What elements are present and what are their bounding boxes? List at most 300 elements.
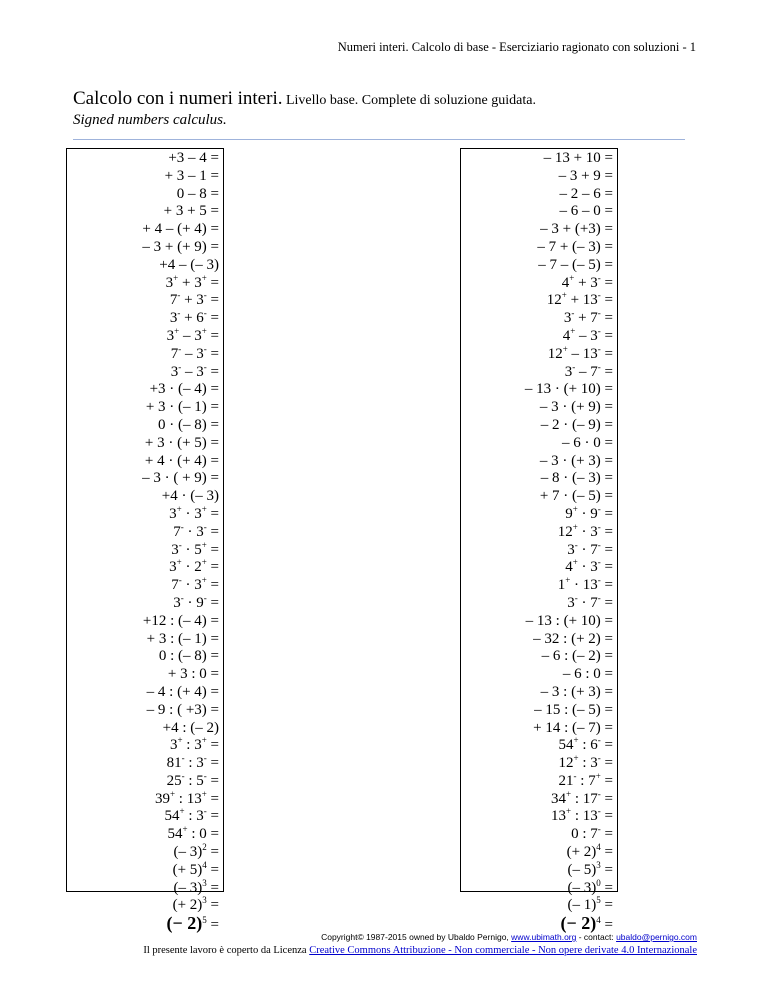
exercise-text: 21: [558, 772, 574, 789]
exercise-row: [67, 755, 223, 773]
exercise-row: [67, 648, 223, 666]
exercise-superscript: -: [181, 770, 185, 781]
exercise-superscript: 4: [596, 915, 601, 926]
exercise-row: [67, 221, 223, 239]
exercise-row: [461, 808, 617, 826]
exercise-text: 4: [565, 559, 573, 576]
exercise-text: – 3: [181, 363, 204, 380]
exercise-row: [67, 539, 223, 560]
email-link[interactable]: ubaldo@pernigo.com: [616, 932, 697, 942]
exercise-text: 3: [169, 737, 178, 754]
exercise-text: · 9: [577, 505, 598, 522]
exercise-text: – 6 – 0 =: [559, 203, 613, 220]
exercise-text: + 3: [574, 274, 598, 291]
exercise-row: [461, 559, 617, 577]
exercise-text: =: [206, 917, 219, 934]
exercise-superscript: -: [180, 521, 184, 532]
exercise-superscript: +: [566, 788, 572, 799]
exercise-text: (– 3): [173, 844, 203, 861]
exercise-row: [67, 915, 223, 933]
exercise-superscript: +: [569, 272, 575, 283]
exercise-superscript: +: [179, 806, 185, 817]
exercise-text: : 3: [184, 808, 204, 825]
exercise-text: 1: [557, 577, 566, 594]
exercise-text: =: [600, 274, 613, 291]
exercise-text: : 3: [184, 755, 204, 772]
exercise-row: [67, 453, 223, 471]
exercise-text: + 14 : (– 7) =: [533, 719, 613, 736]
exercise-text: + 3: [178, 274, 202, 291]
exercise-row: [67, 168, 223, 186]
exercise-row: [67, 666, 223, 684]
exercise-column-left: [66, 148, 224, 934]
exercise-text: 3: [567, 594, 575, 611]
exercise-row: [461, 417, 617, 435]
footer-license: [0, 945, 768, 956]
exercise-superscript: +: [176, 503, 182, 514]
license-text: Il presente lavoro è coperto da Licenza: [143, 945, 310, 956]
exercise-text: : 13: [571, 808, 598, 825]
exercise-row: [461, 737, 617, 755]
exercise-superscript: -: [181, 753, 185, 764]
exercise-text: 3: [563, 310, 572, 327]
exercise-text: 7: [173, 523, 181, 540]
exercise-text: · 3: [181, 505, 202, 522]
exercise-text: +4 : (– 2): [162, 719, 219, 736]
exercise-superscript: -: [177, 290, 181, 301]
exercise-superscript: -: [597, 539, 601, 550]
exercise-row: [461, 844, 617, 862]
exercise-superscript: -: [203, 592, 207, 603]
exercise-row: [461, 239, 617, 257]
exercise-row: [461, 186, 617, 204]
exercise-text: =: [600, 737, 613, 754]
exercise-superscript: -: [178, 361, 182, 372]
exercise-text: : 6: [578, 737, 598, 754]
exercise-superscript: -: [597, 361, 601, 372]
exercise-text: – 3 + (+ 9) =: [142, 238, 219, 255]
contact-text: - contact:: [576, 932, 617, 942]
exercise-text: =: [206, 541, 219, 558]
exercise-text: +4 · (– 3): [161, 488, 219, 505]
exercise-row: [461, 257, 617, 275]
exercise-text: =: [206, 292, 219, 309]
exercise-row: [67, 150, 223, 168]
exercise-text: (− 2): [560, 913, 597, 934]
exercise-row: [461, 453, 617, 471]
exercise-text: – 6 · 0 =: [562, 434, 613, 451]
exercise-text: 12: [557, 523, 573, 540]
exercise-row: [461, 770, 617, 791]
title-line: [73, 88, 536, 110]
exercise-superscript: -: [177, 308, 181, 319]
page-title: Calcolo con i numeri interi.: [73, 88, 283, 109]
exercise-text: 4: [561, 274, 570, 291]
exercise-superscript: +: [201, 272, 207, 283]
exercise-text: 25: [166, 772, 182, 789]
exercise-superscript: -: [597, 735, 601, 746]
exercise-text: 3: [169, 310, 178, 327]
exercise-text: – 3 + 9 =: [558, 167, 613, 184]
exercise-text: =: [600, 327, 613, 344]
exercise-row: [67, 684, 223, 702]
exercise-text: – 13 : (+ 10) =: [525, 612, 613, 629]
exercise-text: – 7 – (– 5) =: [538, 256, 613, 273]
exercise-text: =: [206, 327, 219, 344]
exercise-superscript: -: [203, 290, 207, 301]
exercise-text: : 3: [182, 737, 202, 754]
exercise-superscript: 4: [596, 842, 601, 853]
exercise-text: + 13: [566, 292, 598, 309]
exercise-superscript: -: [572, 361, 576, 372]
exercise-row: [461, 592, 617, 613]
exercise-row: [67, 417, 223, 435]
exercise-text: 3: [169, 559, 177, 576]
exercise-text: =: [206, 310, 219, 327]
exercise-text: =: [206, 594, 219, 611]
footer: [0, 932, 768, 956]
title-description: Livello base. Complete di soluzione guidata.: [282, 93, 536, 108]
exercise-row: [67, 381, 223, 399]
exercise-text: =: [206, 737, 219, 754]
exercise-text: =: [206, 345, 219, 362]
exercise-text: =: [206, 879, 219, 896]
exercise-text: (+ 2): [172, 897, 203, 914]
exercise-text: =: [600, 861, 613, 878]
exercise-text: 9: [565, 505, 573, 522]
exercise-text: 7: [169, 292, 178, 309]
exercise-row: [461, 826, 617, 844]
exercise-text: =: [600, 523, 613, 540]
exercise-superscript: -: [597, 788, 601, 799]
exercise-superscript: -: [573, 770, 577, 781]
exercise-text: + 3 : (– 1) =: [146, 630, 219, 647]
exercise-superscript: 3: [202, 877, 207, 888]
exercise-text: 3: [171, 541, 179, 558]
exercise-text: =: [600, 790, 613, 807]
exercise-superscript: +: [561, 290, 567, 301]
exercise-text: + 4 – (+ 4) =: [142, 221, 219, 238]
exercise-row: [461, 631, 617, 649]
exercise-row: [461, 292, 617, 310]
exercise-row: [461, 221, 617, 239]
exercise-row: [67, 186, 223, 204]
exercise-superscript: +: [201, 325, 207, 336]
exercise-row: [67, 720, 223, 738]
exercise-superscript: -: [203, 308, 207, 319]
exercise-superscript: +: [562, 343, 568, 354]
exercise-superscript: -: [597, 290, 601, 301]
exercise-row: [67, 770, 223, 791]
exercise-text: + 7: [574, 310, 598, 327]
exercise-text: =: [600, 559, 613, 576]
exercise-text: 3: [567, 541, 575, 558]
exercise-text: =: [600, 541, 613, 558]
exercise-superscript: -: [203, 753, 207, 764]
exercise-text: =: [600, 310, 613, 327]
exercise-row: [67, 203, 223, 221]
exercise-superscript: -: [597, 503, 601, 514]
exercise-text: =: [206, 505, 219, 522]
exercise-text: – 3: [179, 327, 202, 344]
exercise-row: [67, 844, 223, 862]
exercise-superscript: +: [173, 272, 179, 283]
exercise-text: =: [600, 594, 613, 611]
exercise-superscript: +: [177, 735, 183, 746]
footer-copyright: [0, 932, 768, 942]
exercise-text: =: [600, 826, 613, 843]
exercise-superscript: -: [597, 575, 601, 586]
exercise-superscript: +: [573, 735, 579, 746]
exercise-superscript: -: [571, 308, 575, 319]
page-subtitle: Signed numbers calculus.: [73, 112, 227, 128]
exercise-text: =: [600, 897, 613, 914]
exercise-superscript: -: [203, 343, 207, 354]
exercise-superscript: +: [201, 788, 207, 799]
exercise-row: [67, 399, 223, 417]
exercise-row: [461, 539, 617, 560]
exercise-text: · 13: [570, 577, 598, 594]
exercise-row: [461, 361, 617, 382]
exercise-row: [67, 559, 223, 577]
exercise-text: – 13 + 10 =: [543, 150, 613, 166]
exercise-text: =: [206, 363, 219, 380]
exercise-row: [461, 470, 617, 488]
exercise-text: + 3 · (+ 5) =: [144, 434, 219, 451]
exercise-row: [67, 702, 223, 720]
exercise-superscript: -: [178, 343, 182, 354]
exercise-text: =: [600, 505, 613, 522]
exercise-row: [461, 488, 617, 506]
exercise-superscript: -: [597, 557, 601, 568]
exercise-text: · 3: [577, 559, 598, 576]
exercise-superscript: +: [182, 824, 188, 835]
exercise-superscript: +: [570, 325, 576, 336]
exercise-row: [67, 877, 223, 898]
exercise-text: =: [206, 577, 219, 594]
exercise-text: 3: [564, 363, 573, 380]
exercise-text: + 3 : 0 =: [167, 666, 219, 683]
exercise-superscript: +: [201, 539, 207, 550]
exercise-text: – 6 : 0 =: [562, 666, 613, 683]
exercise-text: · 3: [181, 577, 202, 594]
exercise-text: · 7: [577, 594, 598, 611]
header-divider: [73, 139, 685, 140]
exercise-row: [461, 325, 617, 346]
exercise-text: – 3: [575, 327, 598, 344]
exercise-text: 3: [169, 505, 177, 522]
exercise-text: (− 2): [166, 913, 203, 934]
site-link[interactable]: www.ubimath.org: [511, 932, 577, 942]
exercise-text: =: [600, 808, 613, 825]
exercise-row: [461, 684, 617, 702]
exercise-text: – 32 : (+ 2) =: [533, 630, 613, 647]
exercise-superscript: +: [566, 806, 572, 817]
exercise-text: – 3 + (+3) =: [540, 221, 613, 238]
exercise-superscript: -: [180, 592, 184, 603]
exercise-text: – 13: [567, 345, 598, 362]
exercise-row: [67, 257, 223, 275]
exercise-row: [67, 577, 223, 595]
exercise-text: + 3 · (– 1) =: [145, 399, 219, 416]
exercise-text: +3 · (– 4) =: [149, 381, 219, 398]
exercise-superscript: +: [174, 325, 180, 336]
exercise-text: : 3: [578, 755, 598, 772]
exercise-row: [461, 310, 617, 328]
exercise-row: [67, 325, 223, 346]
exercise-text: – 2 · (– 9) =: [540, 416, 613, 433]
exercise-row: [461, 168, 617, 186]
exercise-text: : 13: [175, 790, 202, 807]
exercise-superscript: 4: [202, 859, 207, 870]
exercise-row: [461, 203, 617, 221]
exercise-text: 3: [166, 327, 175, 344]
exercise-text: 39: [154, 790, 170, 807]
exercise-row: [461, 915, 617, 933]
exercise-row: [461, 755, 617, 773]
exercise-superscript: +: [169, 788, 176, 799]
exercise-row: [461, 381, 617, 399]
exercise-row: [67, 631, 223, 649]
exercise-text: =: [600, 363, 613, 380]
exercise-text: 54: [558, 737, 574, 754]
exercise-row: [461, 859, 617, 880]
exercise-text: =: [600, 879, 613, 896]
exercise-text: · 7: [577, 541, 598, 558]
exercise-text: =: [600, 917, 613, 934]
exercise-row: [461, 503, 617, 524]
exercise-text: 7: [170, 345, 179, 362]
exercise-superscript: -: [597, 824, 601, 835]
exercise-row: [461, 702, 617, 720]
exercise-text: =: [206, 523, 219, 540]
exercise-text: : 17: [571, 790, 598, 807]
exercise-text: 7: [171, 577, 179, 594]
exercise-column-right: [460, 148, 618, 934]
exercise-text: : 7: [576, 772, 596, 789]
exercise-text: 3: [165, 274, 174, 291]
exercise-text: – 2 – 6 =: [559, 185, 613, 202]
exercise-row: [461, 666, 617, 684]
exercise-row: [67, 435, 223, 453]
exercise-superscript: -: [574, 539, 578, 550]
exercise-row: [67, 470, 223, 488]
exercise-text: · 3: [577, 523, 598, 540]
exercise-text: – 7 + (– 3) =: [537, 238, 613, 255]
exercise-row: [67, 503, 223, 524]
exercise-text: 13: [551, 808, 567, 825]
exercise-superscript: -: [597, 592, 601, 603]
exercise-text: =: [600, 292, 613, 309]
exercise-text: =: [206, 844, 219, 861]
exercise-row: [461, 577, 617, 595]
exercise-row: [461, 150, 617, 168]
exercise-superscript: -: [203, 361, 207, 372]
exercise-row: [461, 343, 617, 364]
exercise-superscript: -: [597, 521, 601, 532]
exercise-text: +12 : (– 4) =: [142, 612, 219, 629]
license-link[interactable]: Creative Commons Attribuzione - Non commerciale - Non opere derivate 4.0 Internazionale: [309, 945, 697, 956]
exercise-superscript: -: [597, 806, 601, 817]
exercise-superscript: +: [572, 557, 578, 568]
exercise-text: 54: [164, 808, 180, 825]
exercise-text: – 9 : ( +3) =: [146, 701, 219, 718]
exercise-row: [461, 435, 617, 453]
exercise-row: [67, 292, 223, 310]
copyright-text: Copyright© 1987-2015 owned by Ubaldo Pernigo,: [321, 932, 512, 942]
exercise-text: =: [206, 897, 219, 914]
exercise-superscript: -: [203, 770, 207, 781]
exercise-text: 3: [170, 363, 179, 380]
exercise-text: – 3 · (+ 9) =: [539, 399, 613, 416]
exercise-text: (– 1): [567, 897, 597, 914]
exercise-text: – 3 · (+ 3) =: [539, 452, 613, 469]
exercise-superscript: -: [597, 272, 601, 283]
exercise-text: + 4 · (+ 4) =: [144, 452, 219, 469]
exercise-row: [67, 343, 223, 364]
exercise-superscript: -: [178, 575, 182, 586]
exercise-superscript: -: [574, 592, 578, 603]
exercise-text: =: [600, 577, 613, 594]
exercise-text: =: [206, 772, 219, 789]
exercise-text: =: [600, 844, 613, 861]
exercise-row: [67, 488, 223, 506]
exercise-superscript: 3: [596, 859, 601, 870]
exercise-text: 12: [546, 292, 562, 309]
exercise-text: 12: [547, 345, 563, 362]
exercise-text: + 3 + 5 =: [163, 203, 219, 220]
exercise-row: [67, 310, 223, 328]
exercise-row: [67, 239, 223, 257]
exercise-superscript: +: [572, 521, 578, 532]
exercise-text: : 5: [184, 772, 204, 789]
exercise-row: [461, 521, 617, 542]
exercise-text: + 3: [180, 292, 204, 309]
exercise-superscript: -: [203, 806, 207, 817]
exercise-text: =: [206, 755, 219, 772]
exercise-superscript: -: [597, 325, 601, 336]
exercise-text: (+ 2): [566, 844, 597, 861]
exercise-text: 54: [167, 826, 183, 843]
exercise-row: [461, 648, 617, 666]
exercise-text: =: [206, 861, 219, 878]
exercise-text: =: [600, 755, 613, 772]
exercise-superscript: 0: [596, 877, 601, 888]
exercise-text: 34: [551, 790, 567, 807]
exercise-text: =: [206, 559, 219, 576]
exercise-row: [67, 272, 223, 293]
exercise-superscript: +: [573, 753, 579, 764]
exercise-text: – 3 · ( + 9) =: [142, 470, 219, 487]
exercise-superscript: -: [597, 308, 601, 319]
exercise-row: [67, 521, 223, 542]
title-block: [73, 88, 536, 129]
exercise-row: [461, 399, 617, 417]
exercise-text: (– 3): [173, 879, 203, 896]
running-header: Numeri interi. Calcolo di base - Eserciziario ragionato con soluzioni - 1: [337, 40, 696, 54]
exercise-text: +3 – 4 =: [168, 150, 219, 166]
exercise-superscript: -: [597, 753, 601, 764]
exercise-row: [67, 788, 223, 809]
exercise-text: – 8 · (– 3) =: [540, 470, 613, 487]
exercise-row: [461, 272, 617, 293]
exercise-text: · 5: [181, 541, 202, 558]
exercise-superscript: 5: [596, 895, 601, 906]
exercise-text: (– 5): [567, 861, 597, 878]
exercise-text: 0 : (– 8) =: [158, 648, 219, 665]
exercise-row: [67, 826, 223, 844]
exercise-text: 4: [562, 327, 571, 344]
